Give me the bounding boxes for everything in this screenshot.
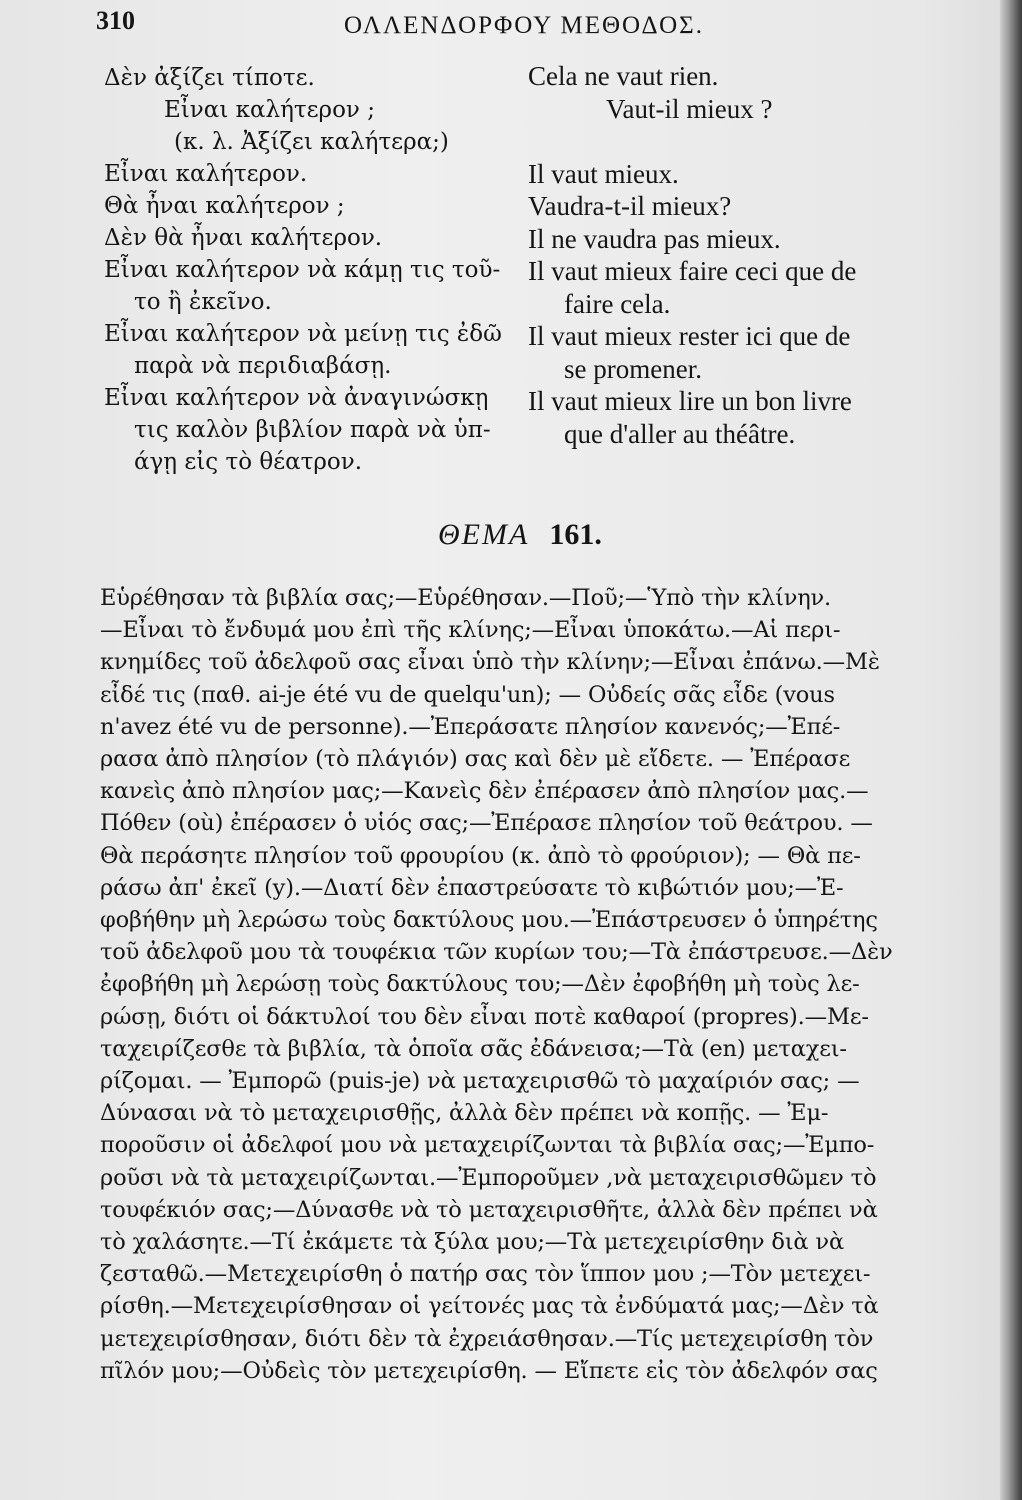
page-number: 310: [96, 6, 135, 35]
text-line: κανεὶς ἀπὸ πλησίον μας;—Κανεὶς δὲν ἐπέρασεν ἀπὸ πλησίον μας.—: [100, 778, 869, 805]
text-line: τοῦ ἀδελφοῦ μου τὰ τουφέκια τῶν κυρίων του;—Τὰ ἐπάστρευσε.—Δὲν: [100, 939, 893, 966]
french-line: Il ne vaudra pas mieux.: [528, 223, 781, 254]
text-line: κνημίδες τοῦ ἀδελφοῦ σας εἶναι ὑπὸ τὴν κλίνην;—Εἶναι ἐπάνω.—Μὲ: [100, 649, 880, 676]
french-line: faire cela.: [564, 288, 671, 319]
french-line: [528, 125, 968, 158]
text-line: ρώσῃ, διότι οἱ δάκτυλοί του δὲν εἶναι ποτὲ καθαροί (propres).—Με-: [100, 1003, 869, 1030]
greek-line: (κ. λ. Ἀξίζει καλήτερα;): [174, 129, 449, 155]
text-line: Δύνασαι νὰ τὸ μεταχειρισθῇς, ἀλλὰ δὲν πρέπει νὰ κοπῇς. — Ἐμ-: [100, 1100, 829, 1127]
greek-column: [104, 62, 524, 478]
french-column: [528, 60, 968, 450]
text-line: ταχειρίζεσθε τὰ βιβλία, τὰ ὁποῖα σᾶς ἐδάνεισα;—Τὰ (en) μεταχει-: [100, 1035, 847, 1062]
text-line: ζεσταθῶ.—Μετεχειρίσθη ὁ πατήρ σας τὸν ἵππον μου ;—Τὸν μετεχει-: [100, 1261, 871, 1288]
page-header: [96, 6, 962, 46]
running-title: ΟΛΛΕΝΔΟΡΦΟΥ ΜΕΘΟΔΟΣ.: [344, 12, 704, 39]
french-line: se promener.: [564, 353, 702, 384]
greek-line: Εἶναι καλήτερον νὰ ἀναγινώσκῃ: [104, 385, 489, 411]
text-line: Πόθεν (où) ἐπέρασεν ὁ υἱός σας;—Ἐπέρασε πλησίον τοῦ θεάτρου. —: [100, 810, 873, 837]
greek-line: Εἶναι καλήτερον ;: [164, 97, 375, 123]
french-line: Vaudra-t-il mieux?: [528, 191, 732, 221]
greek-line: παρὰ νὰ περιδιαβάσῃ.: [134, 353, 392, 379]
french-line: Cela ne vaut rien.: [528, 61, 719, 91]
greek-line: Δὲν ἀξίζει τίποτε.: [104, 65, 315, 91]
text-line: ρίζομαι. — Ἐμπορῶ (puis-je) νὰ μεταχειρισθῶ τὸ μαχαίριόν σας; —: [100, 1068, 860, 1095]
text-line: Εὑρέθησαν τὰ βιβλία σας;—Εὑρέθησαν.—Ποῦ;—Ὑπὸ τὴν κλίνην.: [100, 585, 832, 611]
text-line: ροῦσι νὰ τὰ μεταχειρίζωνται.—Ἐμποροῦμεν ,νὰ μεταχειρισθῶμεν τὸ: [100, 1164, 877, 1191]
text-line: τὸ χαλάσητε.—Τί ἐκάμετε τὰ ξύλα μου;—Τὰ μετεχειρίσθην διὰ νὰ: [100, 1229, 844, 1256]
text-line: ποροῦσιν οἱ ἀδελφοί μου νὰ μεταχειρίζωνται τὰ βιβλία σας;—Ἐμπο-: [100, 1132, 875, 1159]
text-line: πῖλόν μου;—Οὐδεὶς τὸν μετεχειρίσθη. — Εἴπετε εἰς τὸν ἀδελφόν σας: [100, 1357, 878, 1384]
text-line: n'avez été vu de personne).—Ἐπεράσατε πλησίον κανενός;—Ἐπέ-: [100, 713, 841, 740]
greek-line: Θὰ ἦναι καλήτερον ;: [104, 193, 345, 219]
text-line: εἶδέ τις (παθ. ai-je été vu de quelqu'un); — Οὐδείς σᾶς εἶδε (vous: [100, 681, 835, 708]
greek-line: Εἶναι καλήτερον νὰ κάμῃ τις τοῦ-: [104, 257, 501, 283]
greek-line: Δὲν θὰ ἦναι καλήτερον.: [104, 225, 383, 251]
exercise-text: [100, 582, 980, 1387]
text-line: ρασα ἀπὸ πλησίον (τὸ πλάγιόν) σας καὶ δὲν μὲ εἴδετε. — Ἐπέρασε: [100, 746, 851, 773]
text-line: ἐφοβήθη μὴ λερώσῃ τοὺς δακτύλους του;—Δὲν ἐφοβήθη μὴ τοὺς λε-: [100, 971, 860, 998]
greek-line: τις καλὸν βιβλίον παρὰ νὰ ὑπ-: [134, 417, 491, 443]
french-line: Il vaut mieux rester ici que de: [528, 321, 851, 351]
text-line: —Εἶναι τὸ ἔνδυμά μου ἐπὶ τῆς κλίνης;—Εἶναι ὑποκάτω.—Αἱ περι-: [100, 617, 841, 644]
french-line: Il vaut mieux faire ceci que de: [528, 256, 857, 286]
greek-line: Εἶναι καλήτερον νὰ μείνῃ τις ἐδῶ: [104, 321, 502, 347]
text-line: τουφέκιόν σας;—Δύνασθε νὰ τὸ μεταχειρισθῆτε, ἀλλὰ δὲν πρέπει νὰ: [100, 1196, 878, 1223]
greek-line: Εἶναι καλήτερον.: [104, 161, 308, 187]
text-line: φοβήθην μὴ λερώσω τοὺς δακτύλους μου.—Ἐπάστρευσεν ὁ ὑπηρέτης: [100, 907, 878, 934]
text-line: ράσω ἀπ' ἐκεῖ (y).—Διατί δὲν ἐπαστρεύσατε τὸ κιβώτιόν μου;—Ἐ-: [100, 874, 844, 901]
page-edge-shadow: [1000, 0, 1022, 1500]
greek-line: το ἢ ἐκεῖνο.: [134, 289, 272, 315]
text-line: Θὰ περάσητε πλησίον τοῦ φρουρίου (κ. ἀπὸ τὸ φρούριον); — Θὰ πε-: [100, 842, 861, 869]
french-line: que d'aller au théâtre.: [564, 418, 796, 449]
theme-word: ΘΕΜΑ: [438, 518, 530, 551]
theme-heading: [438, 518, 602, 552]
text-line: ρίσθη.—Μετεχειρίσθησαν οἱ γείτονές μας τὰ ἐνδύματά μας;—Δὲν τὰ: [100, 1293, 879, 1320]
theme-number: 161.: [549, 518, 602, 551]
text-line: μετεχειρίσθησαν, διότι δὲν τὰ ἐχρειάσθησαν.—Τίς μετεχειρίσθη τὸν: [100, 1325, 874, 1352]
french-line: Il vaut mieux lire un bon livre: [528, 386, 852, 416]
french-line: Il vaut mieux.: [528, 158, 679, 189]
greek-line: άγῃ εἰς τὸ θέατρον.: [134, 449, 363, 475]
french-line: Vaut-il mieux ?: [606, 93, 773, 124]
